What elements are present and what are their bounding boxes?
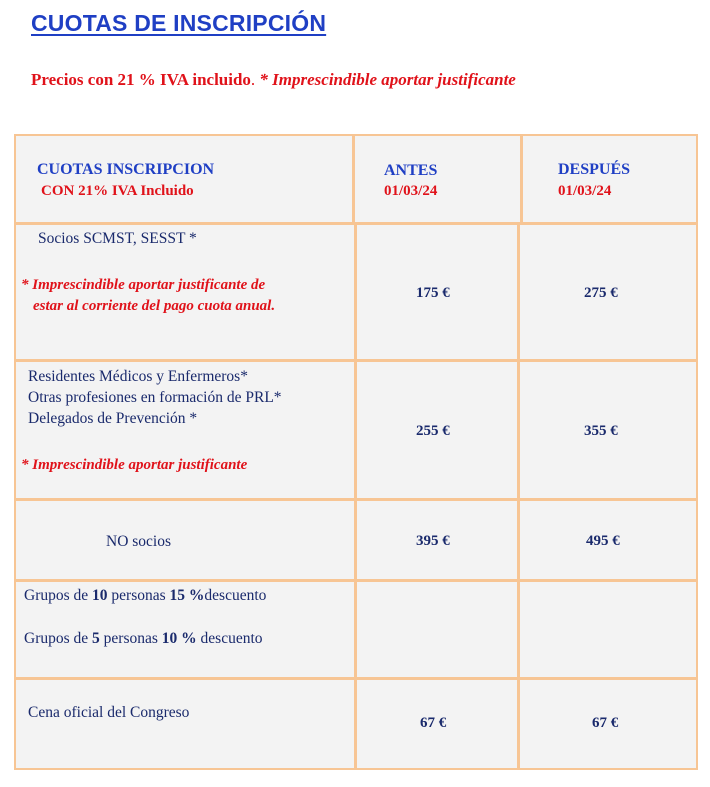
row-dinner-price-before: 67 €	[420, 715, 447, 731]
row-members-note-line2: estar al corriente del pago cuota anual.	[33, 298, 276, 314]
group-10-prefix: Grupos de	[24, 587, 93, 604]
row-dinner-price-after: 67 €	[592, 715, 619, 731]
column-divider	[517, 222, 520, 768]
column-divider	[520, 136, 523, 222]
column-divider	[352, 136, 355, 222]
row-residents-label-line2: Otras profesiones en formación de PRL*	[28, 389, 282, 406]
row-residents-price-before: 255 €	[416, 423, 450, 439]
row-group-discount-10	[24, 587, 266, 605]
row-members-price-after: 275 €	[584, 285, 618, 301]
group-5-discount: descuento	[196, 630, 263, 647]
group-10-persons: personas	[107, 587, 170, 604]
row-members-note-line1: * Imprescindible aportar justificante de	[21, 277, 266, 293]
row-group-discount-5	[24, 630, 263, 648]
row-residents-note: * Imprescindible aportar justificante	[21, 457, 248, 473]
page-subtitle	[31, 70, 516, 90]
subtitle-separator: .	[250, 70, 260, 89]
row-members-label: Socios SCMST, SESST *	[38, 230, 197, 247]
group-10-size: 10	[92, 587, 108, 604]
header-concept-line2: CON 21% IVA Incluido	[41, 183, 194, 199]
row-non-members-label: NO socios	[106, 533, 172, 550]
row-residents-label-line3: Delegados de Prevención *	[28, 410, 198, 427]
header-after-label: DESPUÉS	[558, 161, 631, 178]
row-non-members-price-before: 395 €	[416, 533, 450, 549]
header-concept-line1: CUOTAS INSCRIPCION	[37, 161, 215, 178]
page-title: CUOTAS DE INSCRIPCIÓN	[31, 10, 327, 36]
group-5-size: 5	[92, 630, 100, 647]
fees-table	[14, 134, 698, 770]
row-dinner-label: Cena oficial del Congreso	[28, 704, 190, 721]
row-residents-price-after: 355 €	[584, 423, 618, 439]
header-before-label: ANTES	[384, 162, 438, 179]
row-non-members-price-after: 495 €	[586, 533, 620, 549]
group-5-persons: personas	[99, 630, 162, 647]
column-divider	[354, 222, 357, 768]
subtitle-price-note: Precios con 21 % IVA incluido	[31, 70, 251, 89]
header-after-date: 01/03/24	[558, 183, 612, 199]
group-5-percent: 10 %	[161, 630, 197, 647]
group-10-discount: descuento	[204, 587, 267, 604]
subtitle-requirement-note: * Imprescindible aportar justificante	[259, 70, 516, 89]
row-residents-label-line1: Residentes Médicos y Enfermeros*	[28, 368, 248, 385]
group-10-percent: 15 %	[169, 587, 205, 604]
group-5-prefix: Grupos de	[24, 630, 93, 647]
header-before-date: 01/03/24	[384, 183, 438, 199]
row-members-price-before: 175 €	[416, 285, 450, 301]
